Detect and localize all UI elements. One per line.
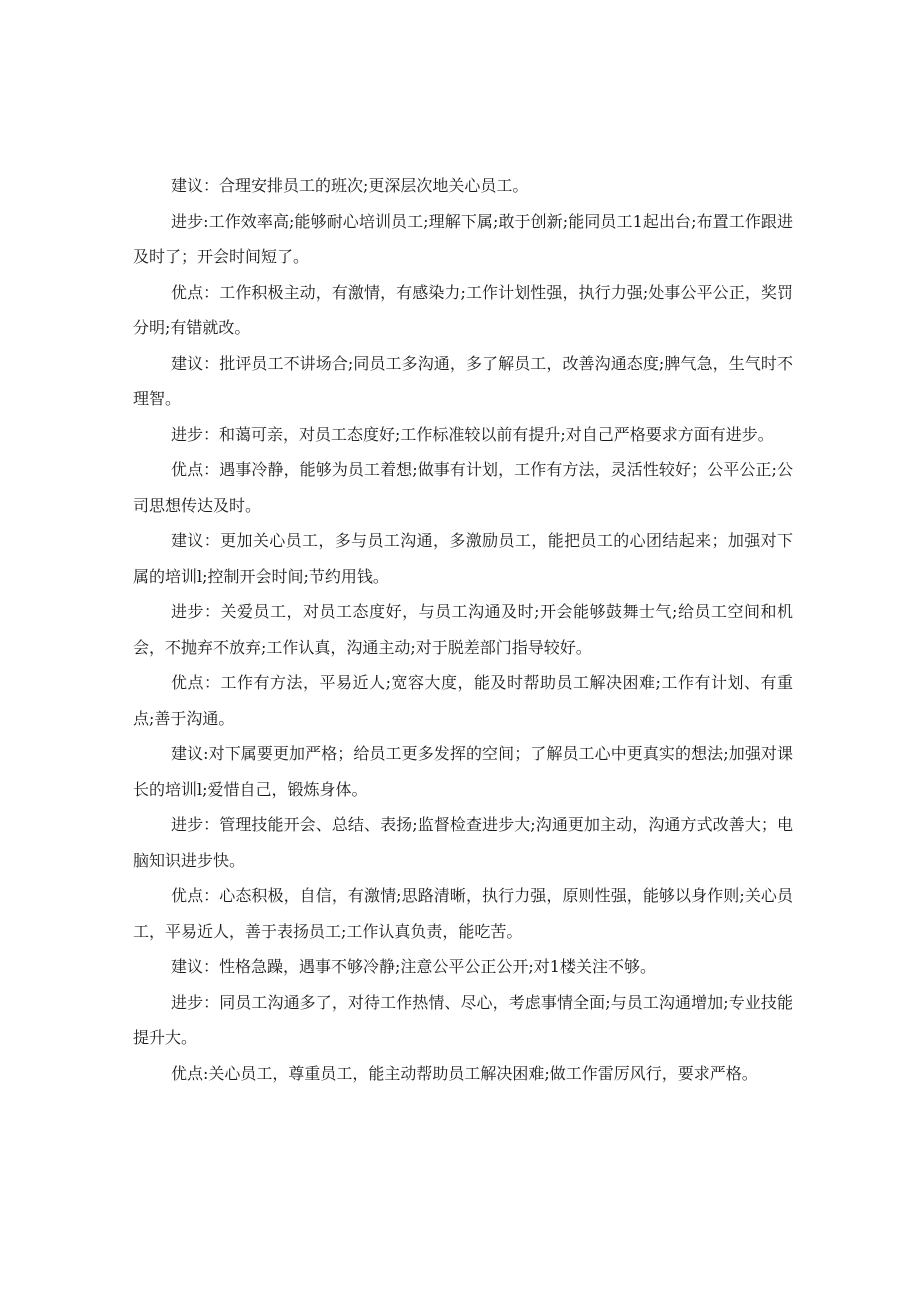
paragraph-progress: 进步：管理技能开会、总结、表扬;监督检查进步大;沟通更加主动，沟通方式改善大；电脑知识进步快。 — [133, 815, 793, 870]
paragraph-strengths: 优点:关心员工，尊重员工，能主动帮助员工解决困难;做工作雷厉风行，要求严格。 — [171, 1063, 758, 1083]
paragraph-strengths: 优点：工作积极主动，有激情，有感染力;工作计划性强，执行力强;处事公平公正，奖罚分明;有错就改。 — [133, 282, 793, 337]
paragraph-suggestion: 建议：更加关心员工，多与员工沟通，多激励员工，能把员工的心团结起来；加强对下属的培训l;控制开会时间;节约用钱。 — [133, 531, 793, 586]
paragraph-progress: 进步：关爱员工，对员工态度好，与员工沟通及时;开会能够鼓舞士气;给员工空间和机会，不抛弃不放弃;工作认真，沟通主动;对于脱差部门指导较好。 — [133, 602, 793, 657]
paragraph-suggestion: 建议:对下属要更加严格；给员工更多发挥的空间；了解员工心中更真实的想法;加强对课长的培训l;爱惜自己，锻炼身体。 — [133, 744, 793, 799]
paragraph-progress: 进步：和蔼可亲，对员工态度好;工作标准较以前有提升;对自己严格要求方面有进步。 — [171, 424, 774, 444]
paragraph-suggestion: 建议：批评员工不讲场合;同员工多沟通，多了解员工，改善沟通态度;脾气急，生气时不理智。 — [133, 353, 793, 408]
paragraph-strengths: 优点：遇事冷静，能够为员工着想;做事有计划，工作有方法，灵活性较好；公平公正;公司思想传达及时。 — [133, 460, 793, 515]
paragraph-strengths: 优点：心态积极，自信，有激情;思路清晰，执行力强，原则性强，能够以身作则;关心员工，平易近人，善于表扬员工;工作认真负责，能吃苦。 — [133, 886, 793, 941]
paragraph-suggestion: 建议：合理安排员工的班次;更深层次地关心员工。 — [171, 176, 529, 195]
paragraph-progress: 进步:工作效率高;能够耐心培训员工;理解下属;敢于创新;能同员工1起出台;布置工作跟进及时了；开会时间短了。 — [133, 211, 793, 266]
paragraph-strengths: 优点：工作有方法，平易近人;宽容大度，能及时帮助员工解决困难;工作有计划、有重点;善于沟通。 — [133, 673, 793, 728]
document-body — [133, 168, 793, 1091]
paragraph-progress: 进步：同员工沟通多了，对待工作热情、尽心，考虑事情全面;与员工沟通增加;专业技能提升大。 — [133, 992, 793, 1047]
paragraph-suggestion: 建议：性格急躁，遇事不够冷静;注意公平公正公开;对1楼关注不够。 — [171, 957, 656, 976]
